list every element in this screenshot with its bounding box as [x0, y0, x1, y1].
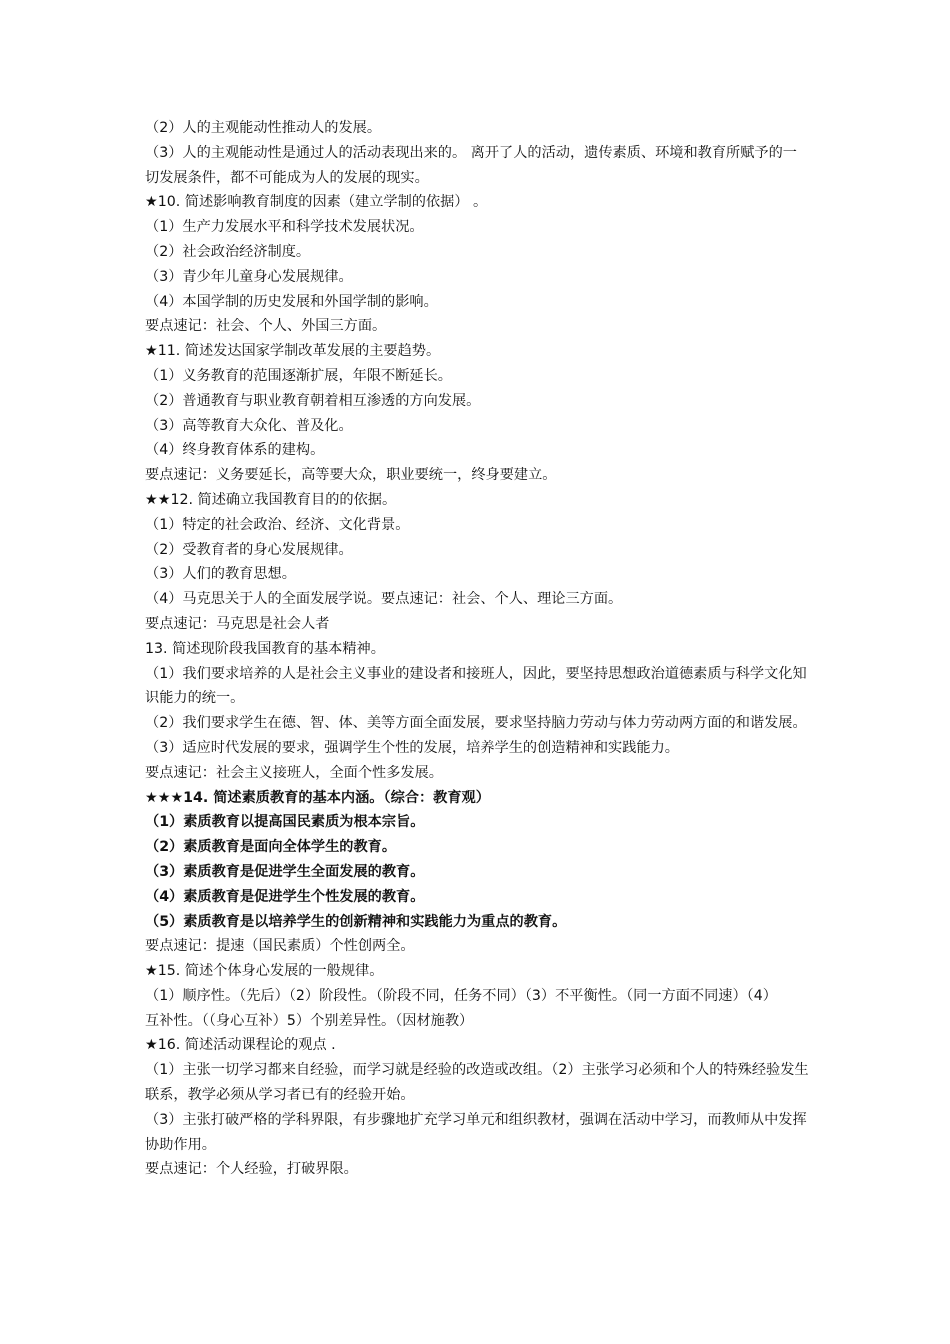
- memory-tip: 要点速记：义务要延长，高等要大众，职业要统一，终身要建立。: [145, 467, 557, 484]
- text-line: （4）素质教育是促进学生个性发展的教育。: [145, 888, 425, 905]
- text-line: （3）主张打破严格的学科界限，有步骤地扩充学习单元和组织教材，强调在活动中学习，而教师从中发挥协助作用。: [145, 1111, 807, 1153]
- question-heading: ★11. 简述发达国家学制改革发展的主要趋势。: [145, 343, 441, 360]
- text-line: （1）特定的社会政治、经济、文化背景。: [145, 516, 410, 533]
- question-heading: 13. 简述现阶段我国教育的基本精神。: [145, 640, 385, 657]
- text-line: （3）人们的教育思想。: [145, 566, 296, 583]
- question-heading: ★★12. 简述确立我国教育目的的依据。: [145, 491, 397, 508]
- text-line: （3）人的主观能动性是通过人的活动表现出来的。 离开了人的活动，遗传素质、环境和教育所赋予的一切发展条件，都不可能成为人的发展的现实。: [145, 144, 797, 186]
- text-line: （2）受教育者的身心发展规律。: [145, 541, 353, 558]
- text-line: （1）素质教育以提高国民素质为根本宗旨。: [145, 814, 425, 831]
- text-line: （5）素质教育是以培养学生的创新精神和实践能力为重点的教育。: [145, 913, 567, 930]
- text-line: （4）本国学制的历史发展和外国学制的影响。: [145, 293, 438, 310]
- text-line: （2）普通教育与职业教育朝着相互渗透的方向发展。: [145, 392, 481, 409]
- text-line: （3）高等教育大众化、普及化。: [145, 417, 353, 434]
- text-line: （4）马克思关于人的全面发展学说。要点速记：社会、个人、理论三方面。: [145, 591, 623, 608]
- memory-tip: 要点速记：社会主义接班人，全面个性多发展。: [145, 764, 443, 781]
- question-heading: ★10. 简述影响教育制度的因素（建立学制的依据） 。: [145, 194, 488, 211]
- document-page: [145, 116, 810, 1182]
- text-line: （1）我们要求培养的人是社会主义事业的建设者和接班人，因此，要坚持思想政治道德素质与科学文化知识能力的统一。: [145, 665, 807, 707]
- question-heading: ★16. 简述活动课程论的观点 .: [145, 1037, 336, 1054]
- text-line: （3）素质教育是促进学生全面发展的教育。: [145, 863, 425, 880]
- memory-tip: 要点速记：马克思是社会人者: [145, 615, 330, 632]
- text-line: （4）终身教育体系的建构。: [145, 442, 325, 459]
- text-line: （1）义务教育的范围逐渐扩展，年限不断延长。: [145, 367, 452, 384]
- memory-tip: 要点速记：个人经验，打破界限。: [145, 1161, 358, 1178]
- text-line: （3）青少年儿童身心发展规律。: [145, 268, 353, 285]
- text-line: （2）我们要求学生在德、智、体、美等方面全面发展，要求坚持脑力劳动与体力劳动两方面的和谐发展。: [145, 715, 807, 732]
- text-line: （1）生产力发展水平和科学技术发展状况。: [145, 219, 424, 236]
- memory-tip: 要点速记：提速（国民素质）个性创两全。: [145, 938, 415, 955]
- text-line: （2）人的主观能动性推动人的发展。: [145, 120, 382, 136]
- text-line: （2）社会政治经济制度。: [145, 243, 311, 260]
- text-line: （2）素质教育是面向全体学生的教育。: [145, 839, 397, 856]
- memory-tip: 要点速记：社会、个人、外国三方面。: [145, 318, 387, 335]
- text-line: （1）顺序性。（先后）（2）阶段性。（阶段不同，任务不同）（3）不平衡性。（同一方面不同速）（4） 互补性。（（身心互补）5）个别差异性。（因材施教）: [145, 987, 799, 1029]
- text-line: （1）主张一切学习都来自经验，而学习就是经验的改造或改组。（2）主张学习必须和个人的特殊经验发生联系，教学必须从学习者已有的经验开始。: [145, 1062, 809, 1104]
- question-heading: ★15. 简述个体身心发展的一般规律。: [145, 963, 384, 980]
- text-line: （3）适应时代发展的要求，强调学生个性的发展，培养学生的创造精神和实践能力。: [145, 739, 679, 756]
- question-heading: ★★★14. 简述素质教育的基本内涵。（综合：教育观）: [145, 789, 490, 806]
